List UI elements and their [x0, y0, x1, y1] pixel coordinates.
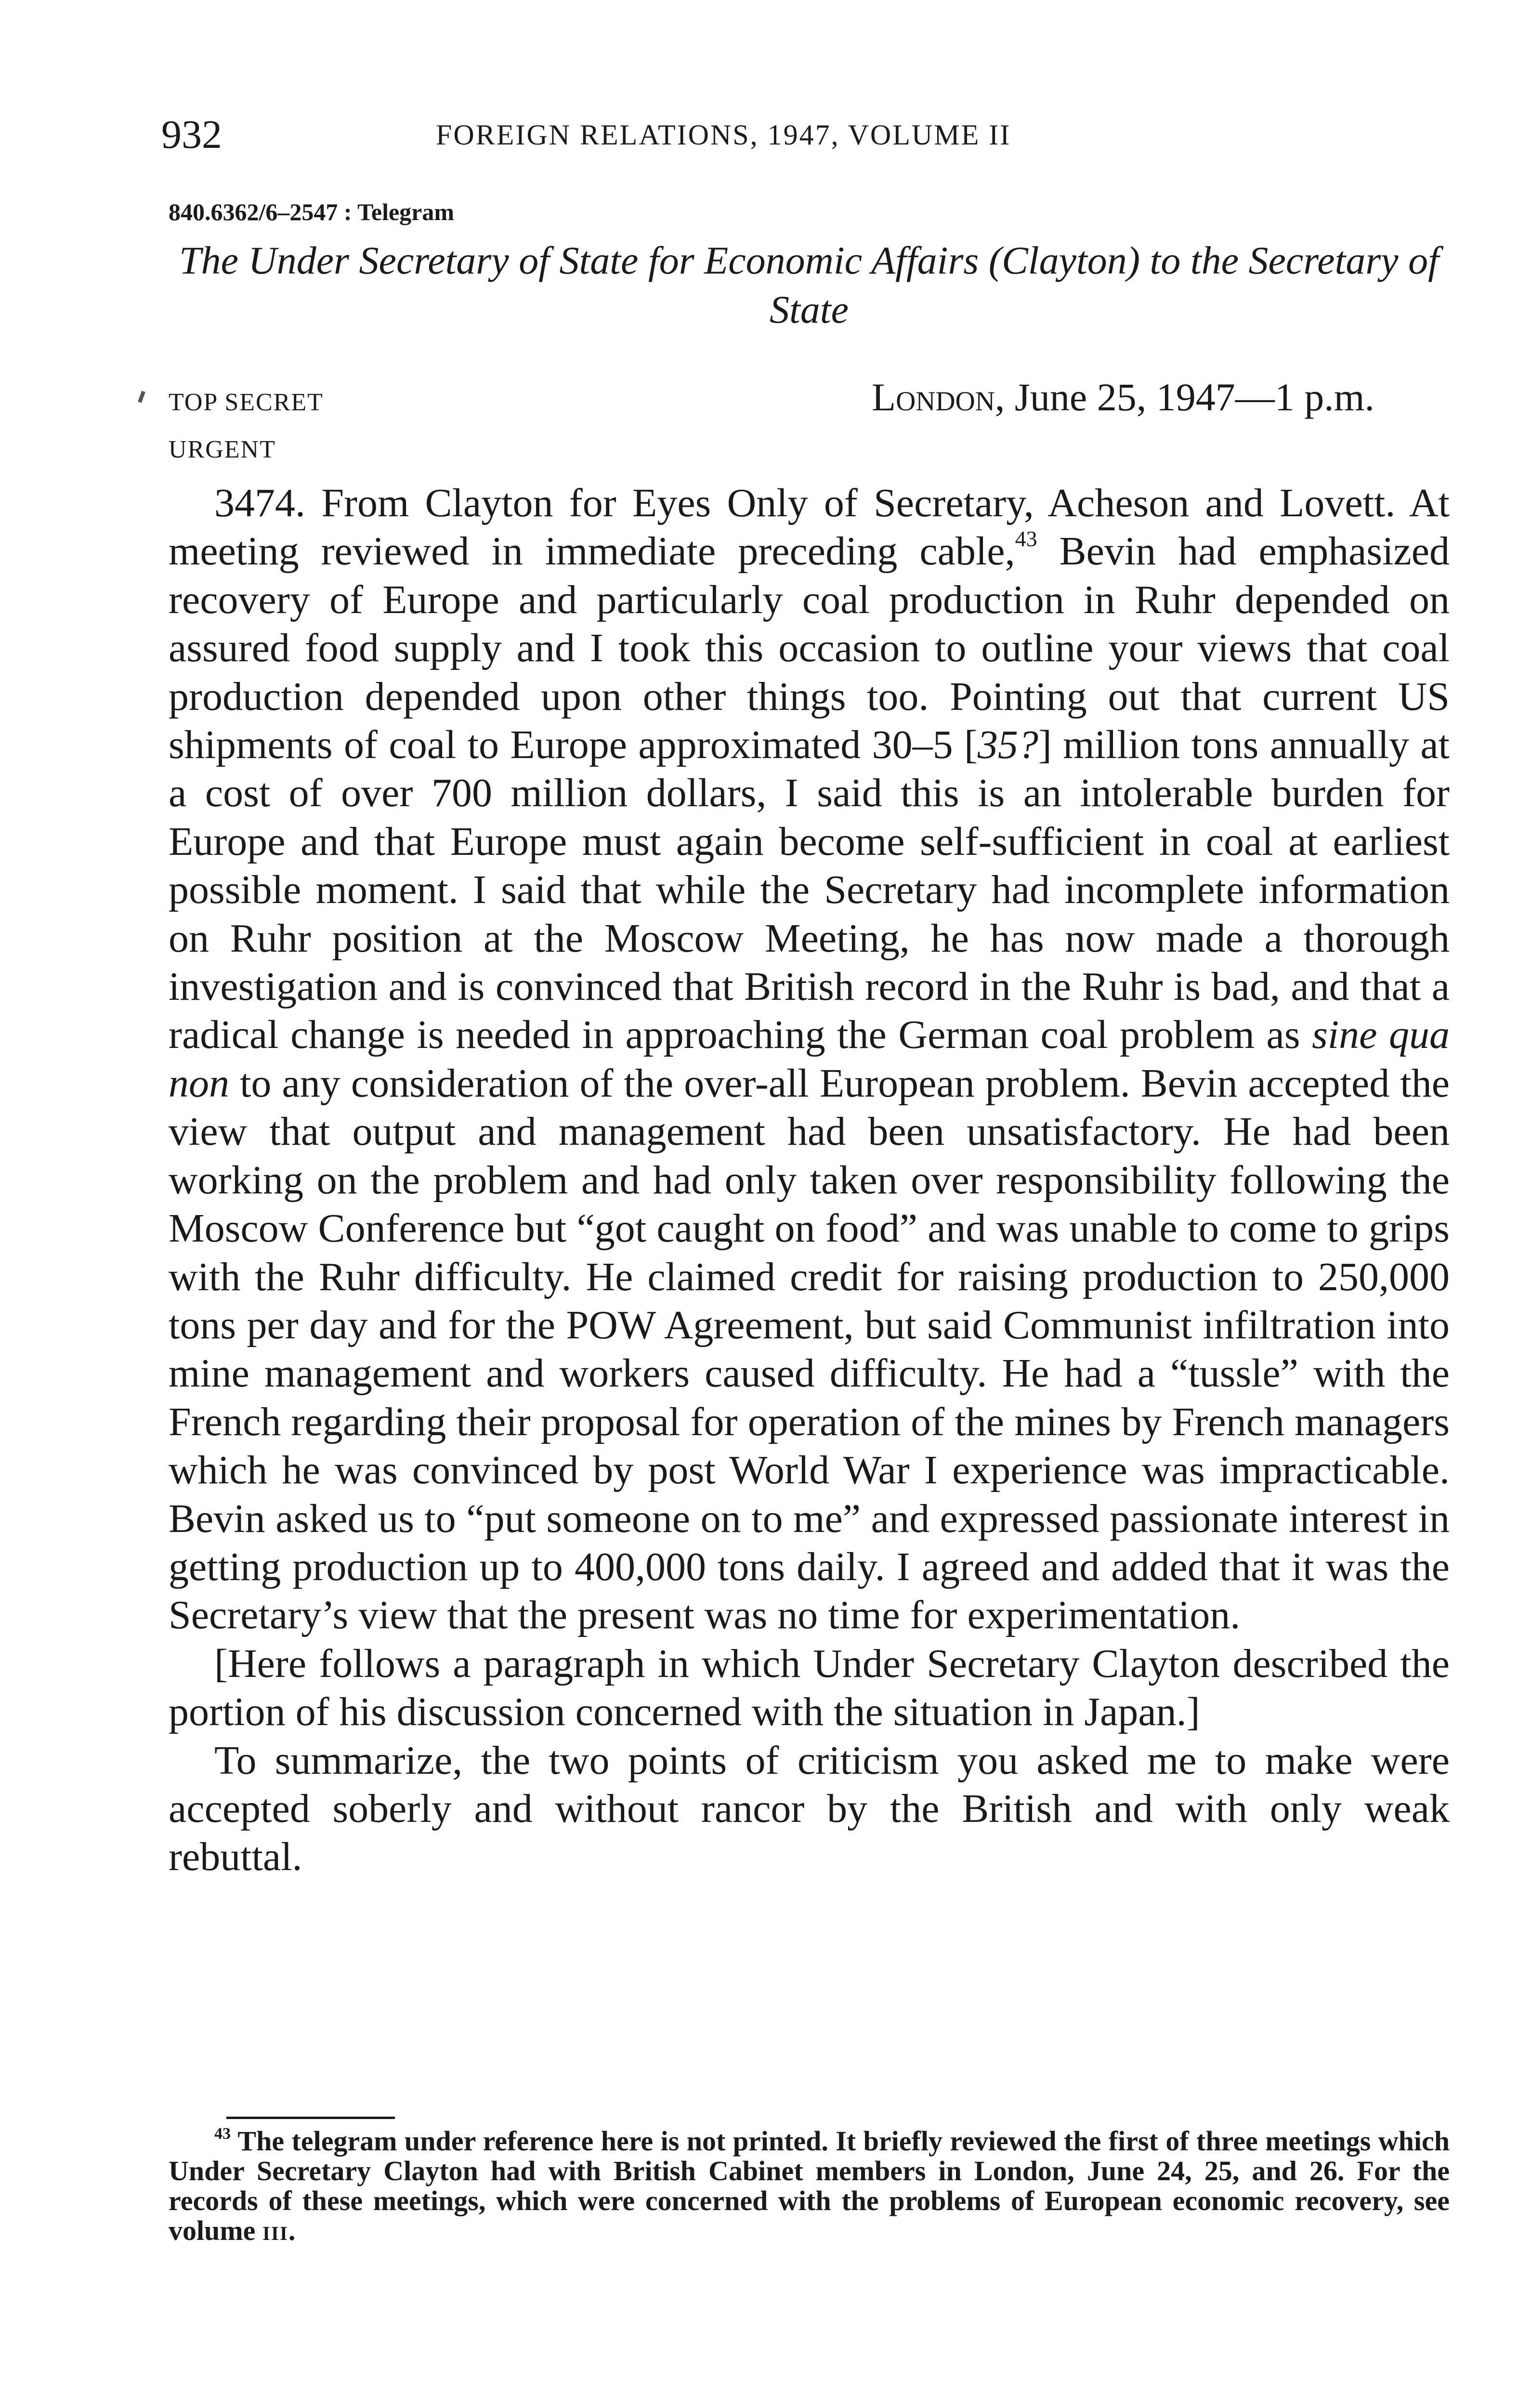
- paragraph-1-part-a: 3474. From Clayton for Eyes Only of Secretary, Acheson and Lovett. At meeting reviewed in immediate preceding cable,: [169, 481, 1450, 574]
- paragraph-1-part-b: Bevin had emphasized recovery of Europe and particularly coal production in Ruhr depended on assured food supply and I took this occasion to outline your views that coal production depended upon other things too. Pointing out that current US shipments of coal to Europe approximated 30–5 [: [169, 529, 1450, 768]
- footnote-reference[interactable]: 43: [1015, 526, 1037, 551]
- telegram-body: [169, 479, 1450, 1882]
- latin-phrase: sine qua non: [169, 1012, 1450, 1106]
- footnote-volume: iii: [262, 2215, 288, 2246]
- dateline-date: , June 25, 1947—1 p.m.: [995, 375, 1375, 419]
- footnote-divider: [226, 2117, 395, 2119]
- running-title: FOREIGN RELATIONS, 1947, VOLUME II: [436, 119, 1011, 151]
- running-header: [161, 111, 1462, 164]
- page-number: 932: [161, 112, 222, 157]
- file-reference: 840.6362/6–2547 : Telegram: [169, 198, 455, 225]
- classification-urgent: URGENT: [169, 436, 276, 463]
- paragraph-2-editorial-note: [Here follows a paragraph in which Under Secretary Clayton described the portion of his discussion concerned with the situation in Japan.]: [169, 1641, 1450, 1735]
- footnote-43: [169, 2126, 1450, 2246]
- paragraph-1-part-c: ] million tons annually at a cost of over 700 million dollars, I said this is an intolerable burden for Europe and that Europe must again become self-sufficient in coal at earliest possible moment. I said that while the Secretary had incomplete information on Ruhr position at the Moscow Meeting, he has now made a thorough investigation and is convinced that British record in the Ruhr is bad, and that a radical change is needed in approaching the German coal problem as: [169, 722, 1450, 1058]
- editorial-insertion: 35?: [977, 722, 1038, 768]
- paragraph-3: To summarize, the two points of criticism you asked me to make were accepted soberly and without rancor by the British and with only weak rebuttal.: [169, 1738, 1450, 1880]
- footnote-text-a: The telegram under reference here is not printed. It briefly reviewed the first of three meetings which Under Secretary Clayton had with British Cabinet members in London, June 24, 25, and 26. For the records of these meetings, which were concerned with the problems of European economic recovery, see volume: [169, 2125, 1450, 2246]
- paragraph-1-part-d: to any consideration of the over-all European problem. Bevin accepted the view that output and management had been unsatisfactory. He had been working on the problem and had only taken over responsibility following the Moscow Conference but “got caught on food” and was unable to come to grips with the Ruhr difficulty. He claimed credit for raising production to 250,000 tons per day and for the POW Agreement, but said Communist infiltration into mine management and workers caused difficulty. He had a “tussle” with the French regarding their proposal for operation of the mines by French managers which he was convinced by post World War I experience was impracticable. Bevin asked us to “put someone on to me” and expressed passionate interest in getting production up to 400,000 tons daily. I agreed and added that it was the Secretary’s view that the present was no time for experimentation.: [169, 1060, 1450, 1638]
- classification-top-secret: TOP SECRET: [169, 389, 324, 416]
- footnote-number: 43: [214, 2125, 231, 2143]
- margin-tick-mark: [138, 391, 145, 403]
- document-title: The Under Secretary of State for Economic Affairs (Clayton) to the Secretary of State: [179, 238, 1439, 331]
- dateline: [872, 373, 1374, 421]
- paragraph-1: [169, 479, 1450, 1640]
- dateline-place: London: [872, 375, 995, 419]
- footnote-text-b: .: [288, 2215, 296, 2246]
